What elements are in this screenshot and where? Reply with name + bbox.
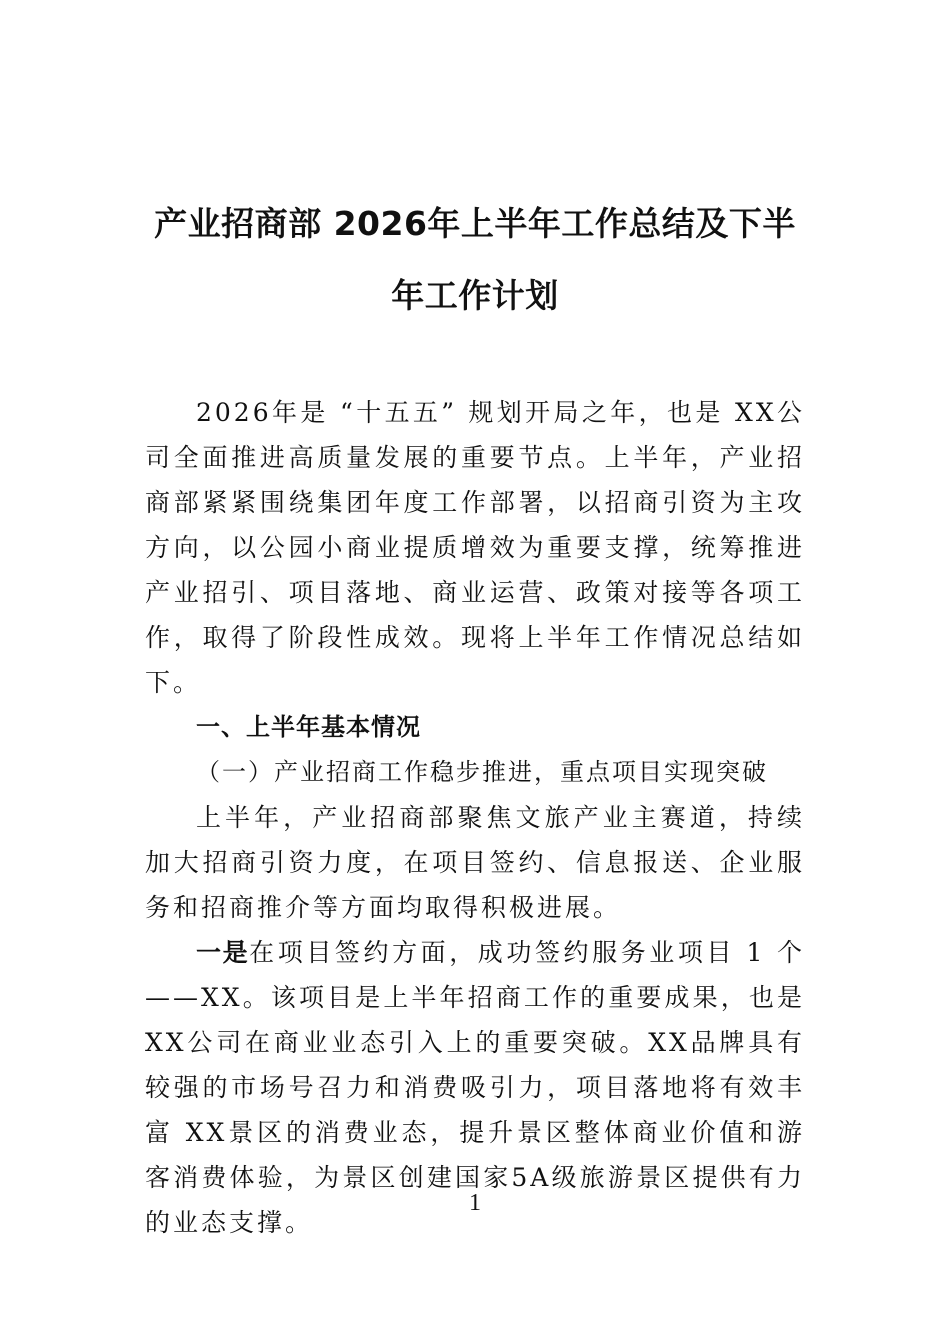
title-line-1: 产业招商部 2026年上半年工作总结及下半 [154,204,796,243]
title-line-2: 年工作计划 [391,276,559,315]
overview-paragraph: 上半年，产业招商部聚焦文旅产业主赛道，持续加大招商引资力度，在项目签约、信息报送、企业服务和招商推介等方面均取得积极进展。 [145,803,805,922]
section-heading: 一、上半年基本情况 [196,713,421,741]
paragraph-text: 在项目签约方面，成功签约服务业项目 1 个 ——XX。该项目是上半年招商工作的重要成果，也是 XX公司在商业业态引入上的重要突破。XX品牌具有较强的市场号召力和消费吸引力，项目落地将有效丰富 XX景区的消费业态，提升景区整体商业价值和游客消费体验，为景区创建国家5A级旅游景区提供有力的业态支撑。 [145,938,805,1237]
intro-paragraph: 2026年是 “十五五” 规划开局之年，也是 XX公司全面推进高质量发展的重要节点。上半年，产业招商部紧紧围绕集团年度工作部署，以招商引资为主攻方向，以公园小商业提质增效为重要支撑，统筹推进产业招引、项目落地、商业运营、政策对接等各项工作，取得了阶段性成效。现将上半年工作情况总结如下。 [145,398,805,697]
page-number: 1 [469,1190,481,1216]
document-title [120,188,830,332]
subsection-heading: （一）产业招商工作稳步推进，重点项目实现突破 [196,758,768,786]
document-body [145,390,805,1245]
paragraph-lead: 一是 [196,938,250,967]
